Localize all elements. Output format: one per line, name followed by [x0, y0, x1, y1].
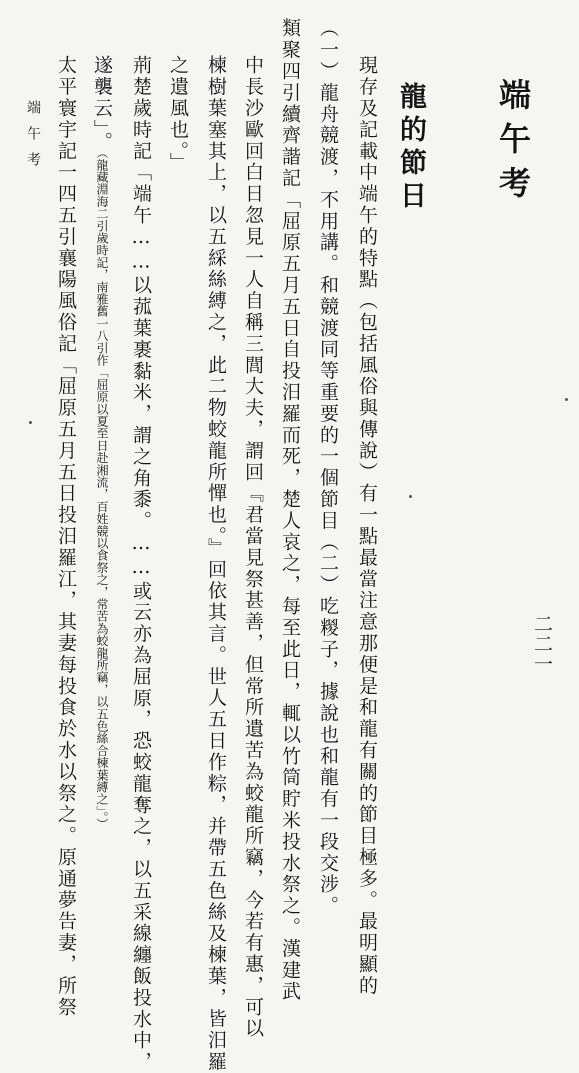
- body-line-3: 類聚四引續齊諧記「屈原五月五日自投汨羅而死，楚人哀之，每至此日，輒以竹筒貯米投水祭之。漢建武: [279, 18, 301, 1003]
- body-line-5: 楝樹葉塞其上，以五綵絲縛之，此二物蛟龍所憚也。』回依其言。世人五日作粽，并帶五色絲及楝葉，皆汨羅: [205, 55, 227, 1073]
- body-line-6: 之遺風也。」: [167, 55, 189, 174]
- chapter-title: 端午考: [494, 78, 532, 210]
- body-line-4: 中長沙歐回白日忽見一人自稱三閭大夫，謂回『君當見祭甚善，但常所遺苦為蛟龍所竊，今若有惠，可以: [242, 55, 264, 1040]
- print-speck: [29, 421, 32, 424]
- body-line-7: 荊楚歲時記「端午……以菰葉裹黏米，謂之角黍。……或云亦為屈原，恐蛟龍奪之，以五采線纏飯投水中，: [130, 55, 152, 1073]
- body-line-1: 現存及記載中端午的特點（包括風俗與傳說）有一點最當注意那便是和龍有關的節目極多。最明顯的: [356, 55, 378, 997]
- note-line-annotation: （龍藏淵海二引歲時記，南雅舊一八引作「屈原以夏至日赴湘流，百姓競以食祭之，常苦為蛟龍所竊，以五色絲合楝葉縛之」。）: [95, 152, 109, 830]
- body-line-8: 太平寰宇記一四五引襄陽風俗記「屈原五月五日投汨羅江，其妻每投食於水以祭之。原通夢告妻，所祭: [55, 55, 77, 1018]
- print-speck: [409, 495, 412, 498]
- running-head: 端午考: [25, 100, 41, 178]
- note-line-lead: 遂襲云」。: [91, 55, 113, 153]
- body-line-2: （一）龍舟競渡，不用講。和競渡同等重要的一個節目（二）吃糉子，據說也和龍有一段交涉。: [317, 18, 339, 917]
- print-speck: [565, 398, 568, 401]
- note-body-line: [92, 55, 111, 830]
- page-number: 二二一: [531, 614, 553, 674]
- section-heading: 龍的節日: [395, 82, 426, 214]
